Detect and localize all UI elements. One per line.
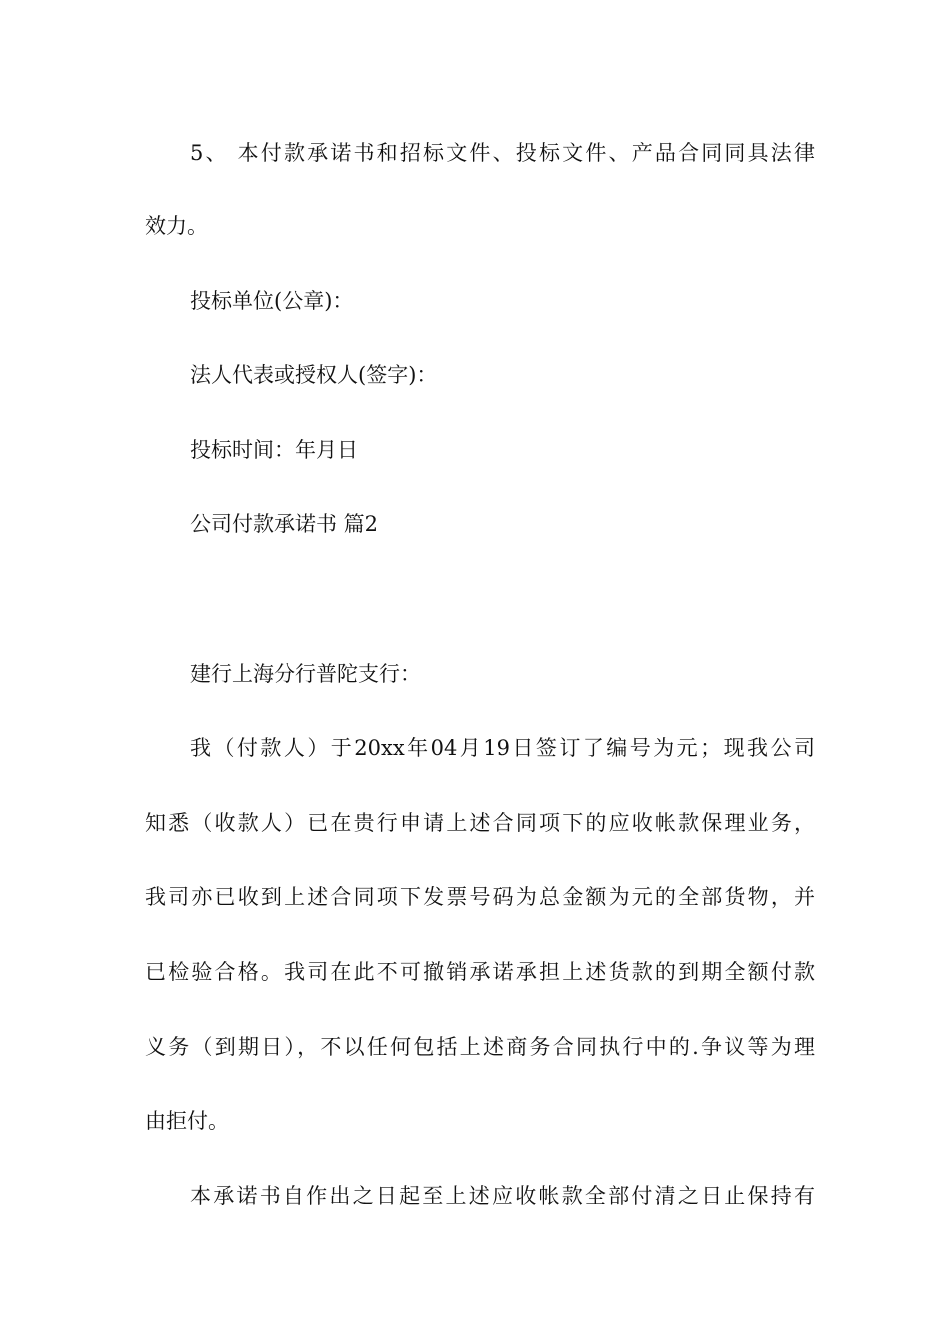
paragraph-line: 已检验合格。我司在此不可撤销承诺承担上述货款的到期全额付款 bbox=[145, 960, 815, 984]
paragraph-line: 我司亦已收到上述合同项下发票号码为总金额为元的全部货物，并 bbox=[145, 885, 815, 909]
signature-field-label: 法人代表或授权人(签字)： bbox=[190, 363, 438, 387]
paragraph-line: 效力。 bbox=[145, 214, 208, 238]
signature-field-label: 投标单位(公章)： bbox=[190, 289, 354, 313]
paragraph-line: 由拒付。 bbox=[145, 1109, 229, 1133]
paragraph-line: 知悉（收款人）已在贵行申请上述合同项下的应收帐款保理业务， bbox=[145, 811, 815, 835]
section-heading: 公司付款承诺书 篇2 bbox=[190, 512, 379, 536]
addressee-line: 建行上海分行普陀支行： bbox=[190, 662, 421, 686]
date-field-label: 投标时间：年月日 bbox=[190, 438, 358, 462]
paragraph-line: 我（付款人）于20xx年04月19日签订了编号为元；现我公司 bbox=[190, 736, 815, 760]
paragraph-line: 本承诺书自作出之日起至上述应收帐款全部付清之日止保持有 bbox=[190, 1184, 815, 1208]
paragraph-line: 义务（到期日），不以任何包括上述商务合同执行中的.争议等为理 bbox=[145, 1035, 815, 1059]
paragraph-line: 5、 本付款承诺书和招标文件、投标文件、产品合同同具法律 bbox=[190, 141, 815, 165]
